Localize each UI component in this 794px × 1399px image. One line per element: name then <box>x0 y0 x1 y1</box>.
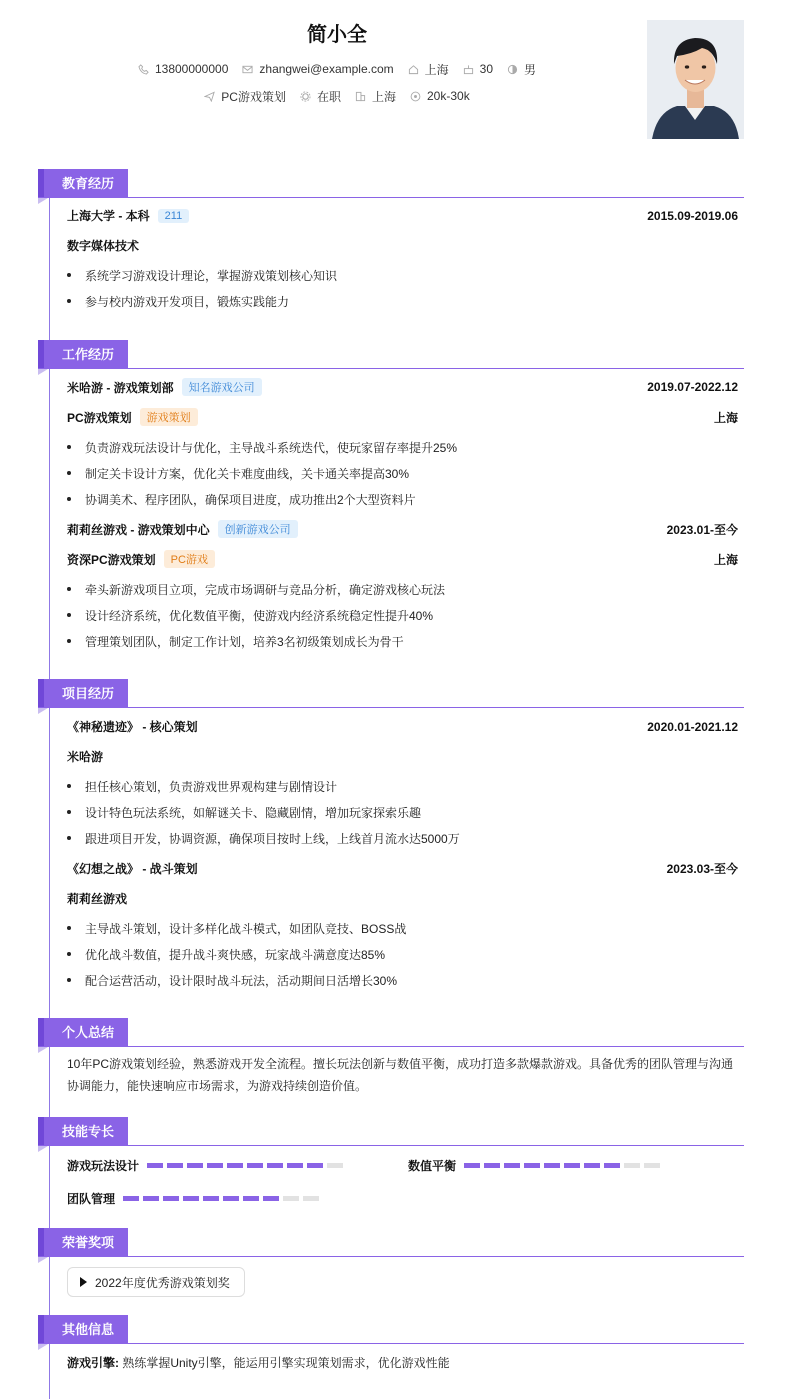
target-city-item <box>355 88 396 104</box>
section-title: 个人总结 <box>38 1018 128 1047</box>
work-date: 2023.01-至今 <box>666 522 738 537</box>
section-title: 技能专长 <box>38 1117 128 1146</box>
section-header <box>38 340 744 369</box>
section-divider <box>38 368 744 369</box>
section-header <box>38 169 744 198</box>
list-item: 设计特色玩法系统，如解谜关卡、隐藏剧情，增加玩家探索乐趣 <box>67 804 738 821</box>
work-location: 上海 <box>713 552 738 567</box>
section-title: 项目经历 <box>38 679 128 708</box>
section-header <box>38 679 744 708</box>
contact-row <box>0 61 674 77</box>
list-item: 配合运营活动，设计限时战斗玩法，活动期间日活增长30% <box>67 972 738 989</box>
skill-level-segment <box>564 1163 580 1168</box>
project-org-row <box>67 748 738 765</box>
section-corner <box>38 1146 48 1152</box>
skill-level-segment <box>484 1163 500 1168</box>
play-icon <box>80 1277 87 1287</box>
section-header <box>38 1315 744 1344</box>
position-text: PC游戏策划 <box>221 89 286 104</box>
section-corner <box>38 1047 48 1053</box>
skill-level-segment <box>183 1196 199 1201</box>
role-tag: 游戏策划 <box>140 408 198 426</box>
skill-level-segment <box>303 1196 319 1201</box>
work-location: 上海 <box>713 410 738 425</box>
section-divider <box>38 707 744 708</box>
project-title: 《幻想之战》 - 战斗策划 <box>67 862 198 876</box>
list-item: 优化战斗数值，提升战斗爽快感，玩家战斗满意度达85% <box>67 946 738 963</box>
age-text: 30 <box>479 62 494 76</box>
skill-level-segment <box>123 1196 139 1201</box>
list-item: 负责游戏玩法设计与优化，主导战斗系统迭代，使玩家留存率提升25% <box>67 439 738 456</box>
skill-level-segment <box>287 1163 303 1168</box>
skill-level-segment <box>167 1163 183 1168</box>
skill-level-segment <box>187 1163 203 1168</box>
summary-text <box>67 1053 738 1097</box>
skill-level-segment <box>307 1163 323 1168</box>
project-row <box>67 860 738 877</box>
list-item: 管理策划团队，制定工作计划，培养3名初级策划成长为骨干 <box>67 633 738 650</box>
resume-header <box>0 0 794 150</box>
phone-icon <box>138 64 149 75</box>
section-divider <box>38 1046 744 1047</box>
age-icon <box>463 64 474 75</box>
phone-text: 13800000000 <box>154 62 229 76</box>
skill-level-segment <box>604 1163 620 1168</box>
school-name: 上海大学 - 本科 <box>67 209 150 223</box>
education-row <box>67 207 738 224</box>
award-text: 2022年度优秀游戏策划奖 <box>95 1275 230 1290</box>
salary-item <box>410 88 470 104</box>
education-date: 2015.09-2019.06 <box>647 208 738 223</box>
section-corner <box>38 708 48 714</box>
section-title: 其他信息 <box>38 1315 128 1344</box>
skill-level-bar <box>464 1163 660 1168</box>
list-item: 跟进项目开发，协调资源，确保项目按时上线，上线首月流水达5000万 <box>67 830 738 847</box>
city-text: 上海 <box>424 62 449 77</box>
gender-item <box>507 61 536 77</box>
project-row <box>67 718 738 735</box>
section-header <box>38 1228 744 1257</box>
skill-level-segment <box>227 1163 243 1168</box>
section-header <box>38 1117 744 1146</box>
company-row <box>67 378 738 396</box>
phone-item <box>138 61 228 77</box>
list-item: 系统学习游戏设计理论，掌握游戏策划核心知识 <box>67 267 738 284</box>
mail-icon <box>242 64 253 75</box>
skill-level-segment <box>327 1163 343 1168</box>
project-title: 《神秘遗迹》 - 核心策划 <box>67 720 198 734</box>
company-tag: 创新游戏公司 <box>218 520 298 538</box>
section-corner <box>38 369 48 375</box>
section-title: 教育经历 <box>38 169 128 198</box>
salary-icon <box>410 91 421 102</box>
skill-level-bar <box>123 1196 319 1201</box>
skills-section <box>38 1117 744 1217</box>
company-row <box>67 520 738 538</box>
work-section <box>38 340 744 660</box>
skill-name: 数值平衡 <box>408 1159 457 1173</box>
age-item <box>463 61 493 77</box>
candidate-name: 简小全 <box>307 24 367 46</box>
skill-level-segment <box>624 1163 640 1168</box>
section-corner <box>38 198 48 204</box>
section-corner <box>38 1257 48 1263</box>
awards-section <box>38 1228 744 1308</box>
skill-item <box>408 1157 660 1174</box>
skill-level-segment <box>464 1163 480 1168</box>
company-name: 米哈游 - 游戏策划部 <box>67 380 174 395</box>
list-item: 设计经济系统，优化数值平衡，使游戏内经济系统稳定性提升40% <box>67 607 738 624</box>
project-org: 莉莉丝游戏 <box>67 892 128 906</box>
list-item: 制定关卡设计方案，优化关卡难度曲线，关卡通关率提高30% <box>67 465 738 482</box>
skill-level-segment <box>207 1163 223 1168</box>
list-item: 主导战斗策划，设计多样化战斗模式，如团队竞技、BOSS战 <box>67 920 738 937</box>
role-row <box>67 408 738 426</box>
skill-level-segment <box>644 1163 660 1168</box>
status-item <box>300 88 341 104</box>
home-icon <box>408 64 419 75</box>
skill-level-segment <box>524 1163 540 1168</box>
other-section <box>38 1315 744 1385</box>
role-row <box>67 550 738 568</box>
other-text: 熟练掌握Unity引擎，能运用引擎实现策划需求，优化游戏性能 <box>122 1356 450 1370</box>
project-org: 米哈游 <box>67 750 104 764</box>
major-row <box>67 237 738 254</box>
status-icon <box>300 91 311 102</box>
list-item: 牵头新游戏项目立项，完成市场调研与竞品分析，确定游戏核心玩法 <box>67 581 738 598</box>
skill-item <box>67 1190 319 1207</box>
project-org-row <box>67 890 738 907</box>
gender-icon <box>507 64 518 75</box>
skill-level-segment <box>163 1196 179 1201</box>
company-tag: 知名游戏公司 <box>182 378 262 396</box>
skill-item <box>67 1157 343 1174</box>
profile-photo <box>647 20 744 139</box>
skill-level-segment <box>544 1163 560 1168</box>
school-tag: 211 <box>158 209 190 223</box>
role-name: 资深PC游戏策划 <box>67 552 156 567</box>
list-item: 协调美术、程序团队，确保项目进度，成功推出2个大型资料片 <box>67 491 738 508</box>
section-title: 荣誉奖项 <box>38 1228 128 1257</box>
section-title: 工作经历 <box>38 340 128 369</box>
skill-level-segment <box>247 1163 263 1168</box>
skill-level-segment <box>223 1196 239 1201</box>
skill-level-segment <box>584 1163 600 1168</box>
other-info <box>67 1354 738 1371</box>
summary-section <box>38 1018 744 1108</box>
skill-level-segment <box>263 1196 279 1201</box>
skill-level-segment <box>283 1196 299 1201</box>
project-date: 2023.03-至今 <box>666 862 738 876</box>
skill-level-segment <box>243 1196 259 1201</box>
skill-name: 团队管理 <box>67 1192 116 1206</box>
section-corner <box>38 1344 48 1350</box>
role-tag: PC游戏 <box>164 550 215 568</box>
building-icon <box>355 91 366 102</box>
other-label: 游戏引擎: <box>67 1356 119 1370</box>
company-name: 莉莉丝游戏 - 游戏策划中心 <box>67 522 210 537</box>
skill-level-segment <box>143 1196 159 1201</box>
skill-name: 游戏玩法设计 <box>67 1159 140 1173</box>
status-text: 在职 <box>316 89 341 104</box>
salary-text: 20k-30k <box>427 89 470 103</box>
list-item: 担任核心策划，负责游戏世界观构建与剧情设计 <box>67 778 738 795</box>
gender-text: 男 <box>524 62 537 77</box>
work-date: 2019.07-2022.12 <box>647 380 738 394</box>
summary-line: 10年PC游戏策划经验，熟悉游戏开发全流程。擅长玩法创新与数值平衡，成功打造多款爆款游戏。具备优秀的团队管理与沟通 <box>67 1057 734 1071</box>
email-text: zhangwei@example.com <box>259 62 394 76</box>
list-item: 参与校内游戏开发项目，锻炼实践能力 <box>67 293 738 310</box>
send-icon <box>204 91 215 102</box>
section-divider <box>38 1145 744 1146</box>
city-item <box>408 61 449 77</box>
section-divider <box>38 1256 744 1257</box>
section-divider <box>38 197 744 198</box>
email-item <box>242 61 393 77</box>
skill-level-segment <box>504 1163 520 1168</box>
section-header <box>38 1018 744 1047</box>
job-intent-row <box>0 88 674 104</box>
summary-line: 协调能力，能快速响应市场需求，为游戏持续创造价值。 <box>67 1079 368 1093</box>
target-city-text: 上海 <box>371 89 396 104</box>
skill-level-bar <box>147 1163 343 1168</box>
skill-level-segment <box>267 1163 283 1168</box>
skill-level-segment <box>203 1196 219 1201</box>
role-name: PC游戏策划 <box>67 410 132 425</box>
award-item[interactable] <box>67 1267 245 1297</box>
position-item <box>204 88 286 104</box>
skill-level-segment <box>147 1163 163 1168</box>
major-name: 数字媒体技术 <box>67 239 140 253</box>
project-date: 2020.01-2021.12 <box>647 719 738 734</box>
education-section <box>38 169 744 329</box>
section-divider <box>38 1343 744 1344</box>
projects-section <box>38 679 744 999</box>
